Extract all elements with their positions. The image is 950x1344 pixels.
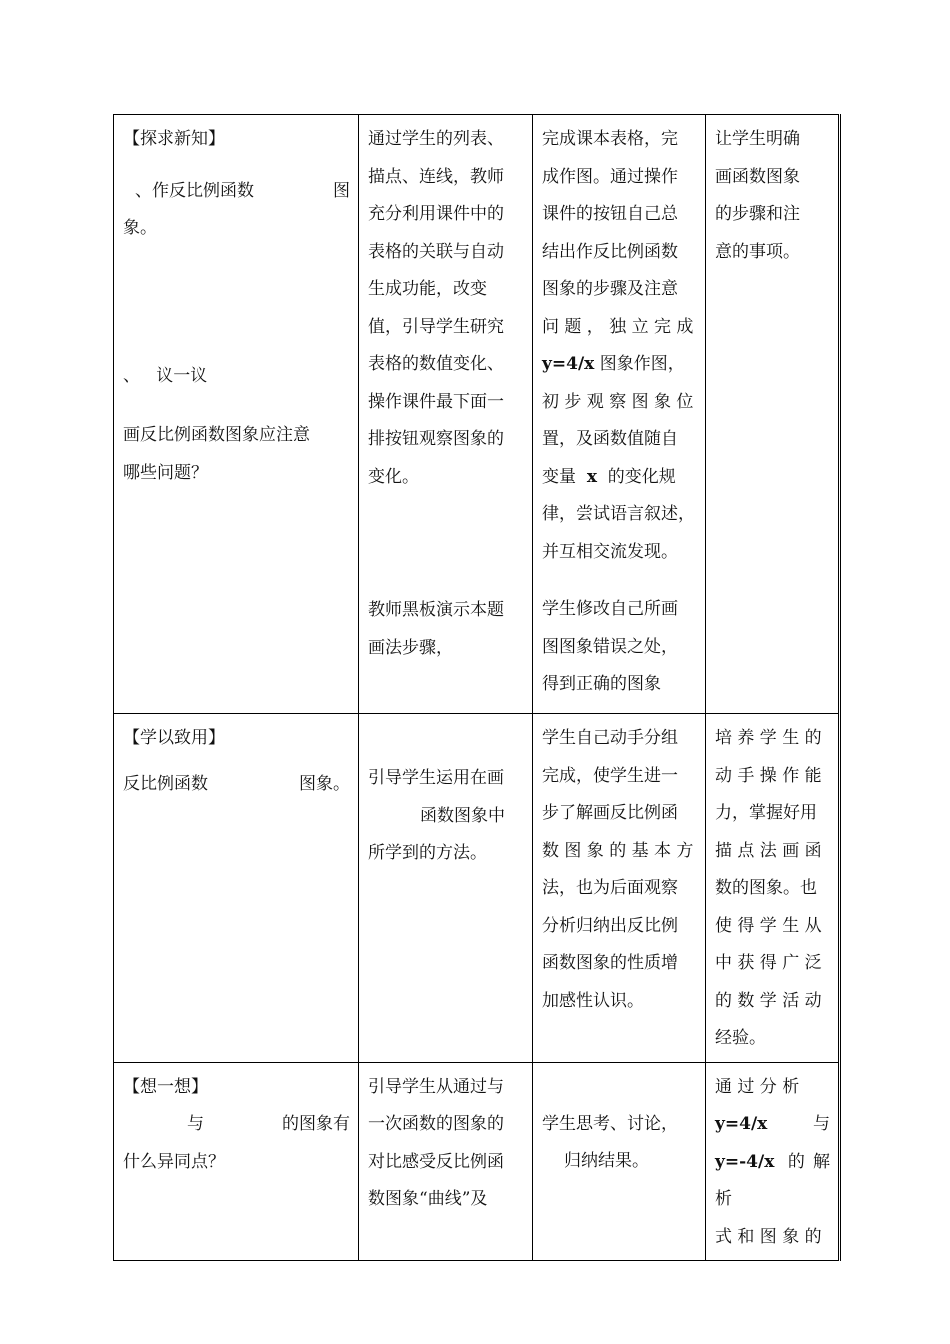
student-activity-cell: 完成课本表格，完 成作图。通过操作 课件的按钮自己总 结出作反比例函数 图象的步骤及注意 问 题 ， 独 立 完 成 y=4/x 图象作图， 初 步 观 察 图 象 位 置，及函数值随自 变量 x 的变化规 律，尝试语言叙述， 并互相交流发现。 学生修改自己所画 图图象错误之处， 得到正确的图象 bbox=[533, 115, 706, 714]
table-row bbox=[114, 115, 840, 714]
teacher-activity-cell: 引导学生从通过与 一次函数的图象的 对比感受反比例函 数图象“曲线”及 bbox=[359, 1062, 533, 1261]
section-cell: 【想一想】 与 的图象有 什么异同点？ bbox=[114, 1062, 359, 1261]
formula: y=4/x bbox=[542, 354, 595, 374]
task-item: 反比例函数 图象。 bbox=[123, 773, 350, 794]
task-item: 、作反比例函数 图 bbox=[135, 180, 350, 201]
section-heading: 【探求新知】 bbox=[123, 129, 225, 149]
formula: y=-4/x bbox=[715, 1151, 775, 1172]
table-row bbox=[114, 1062, 840, 1261]
section-heading: 【学以致用】 bbox=[123, 728, 225, 748]
design-intent-cell: 通 过 分 析 y=4/x 与 y=-4/x 的解析 式 和 图 象 的 bbox=[706, 1062, 840, 1261]
teacher-activity-cell: 引导学生运用在画 函数图象中 所学到的方法。 bbox=[359, 714, 533, 1063]
student-activity-cell: 学生思考、讨论， 归纳结果。 bbox=[533, 1062, 706, 1261]
task-item: 、 议一议 bbox=[123, 365, 208, 386]
teacher-activity-cell: 通过学生的列表、 描点、连线，教师 充分利用课件中的 表格的关联与自动 生成功能，改变 值，引导学生研究 表格的数值变化、 操作课件最下面一 排按钮观察图象的 变化。 教师黑板演示本题 画法步骤， bbox=[359, 115, 533, 714]
section-cell bbox=[114, 714, 359, 1063]
student-activity-cell: 学生自己动手分组 完成，使学生进一 步了解画反比例函 数 图 象 的 基 本 方 法，也为后面观察 分析归纳出反比例 函数图象的性质增 加感性认识。 bbox=[533, 714, 706, 1063]
section-cell: 【探求新知】 、作反比例函数 图 象。 、 议一议 画反比例函数图象应注意 哪些问题？ bbox=[114, 115, 359, 714]
design-intent-cell: 培 养 学 生 的 动 手 操 作 能 力，掌握好用 描 点 法 画 函 数的图象。也 使 得 学 生 从 中 获 得 广 泛 的 数 学 活 动 经验。 bbox=[706, 714, 840, 1063]
section-heading: 【想一想】 bbox=[123, 1076, 208, 1097]
variable: x bbox=[586, 466, 597, 487]
design-intent-cell: 让学生明确 画函数图象 的步骤和注 意的事项。 bbox=[706, 115, 840, 714]
table-row bbox=[114, 714, 840, 1063]
question-text: 画反比例函数图象应注意 bbox=[123, 425, 310, 445]
lesson-plan-table bbox=[113, 114, 841, 1261]
question-text: 与 的图象有 bbox=[187, 1114, 350, 1134]
formula: y=4/x bbox=[715, 1114, 768, 1134]
